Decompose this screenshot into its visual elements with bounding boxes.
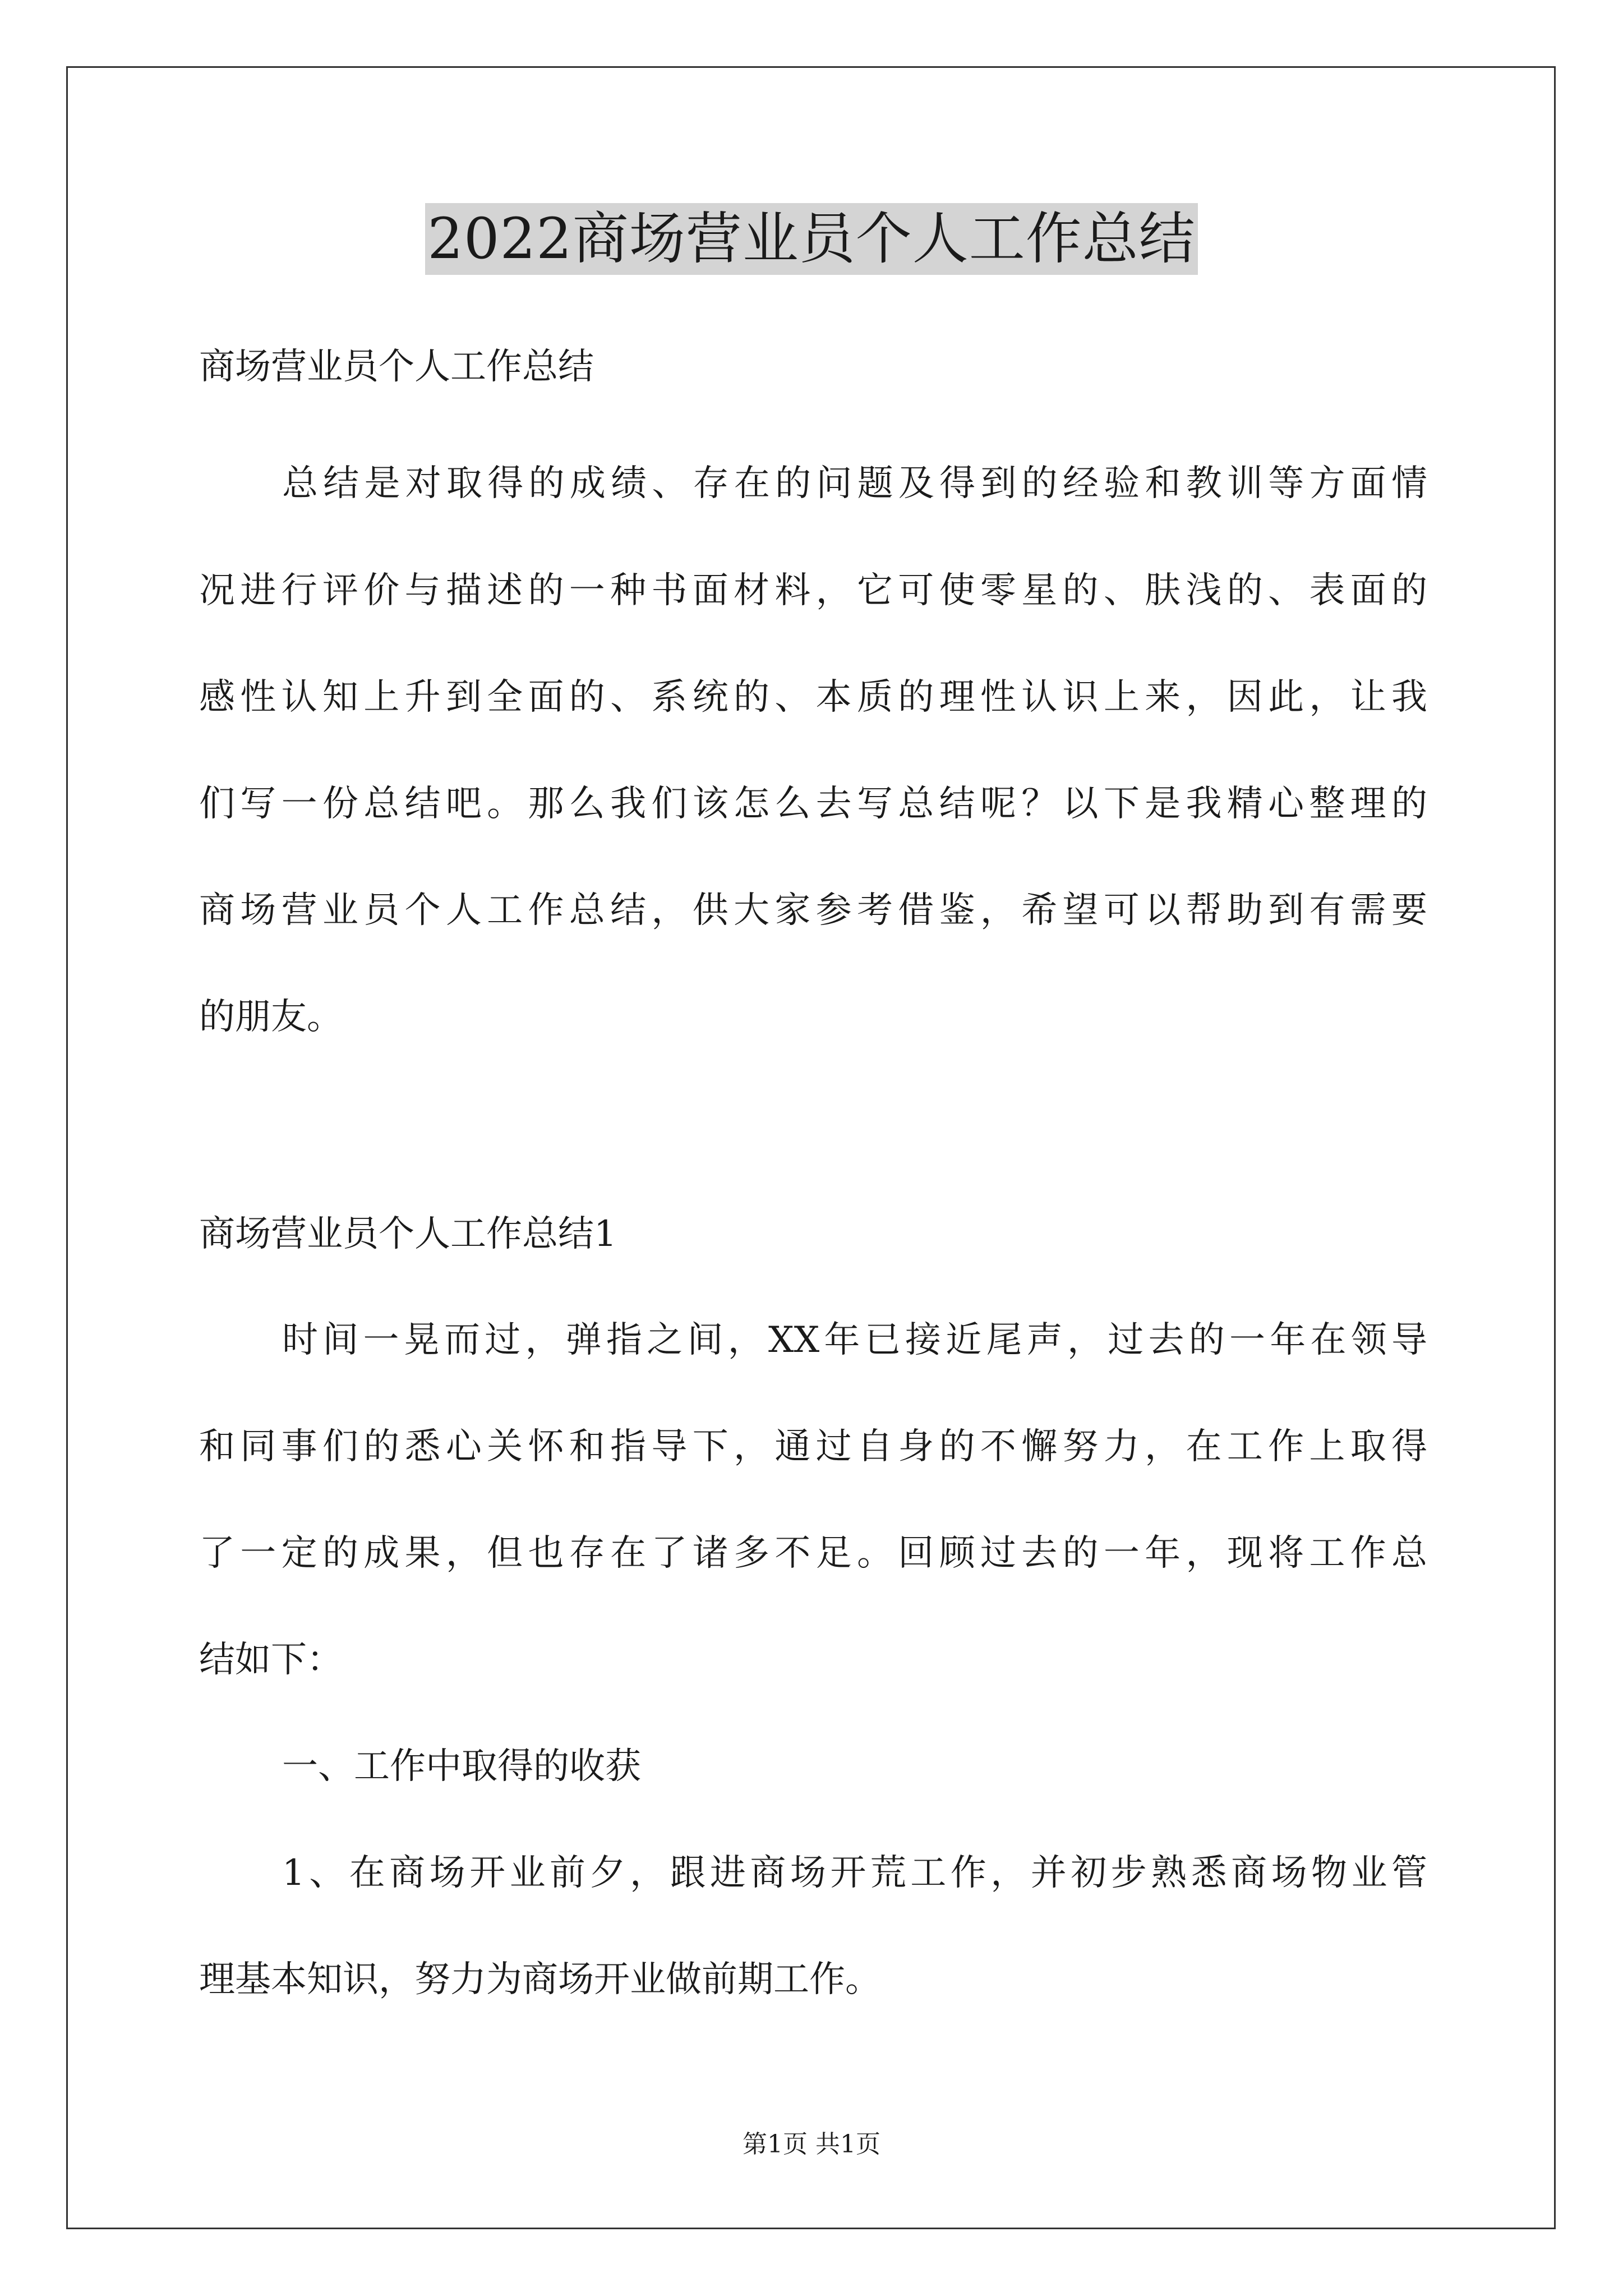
paragraph-line: 的朋友。 [199, 996, 343, 1038]
paragraph-line: 们写一份总结吧。那么我们该怎么去写总结呢？以下是我精心整理的 [199, 783, 1427, 825]
section-heading: 商场营业员个人工作总结1 [199, 1213, 617, 1255]
paragraph-line: 理基本知识，努力为商场开业做前期工作。 [199, 1959, 881, 2000]
paragraph-line: 总结是对取得的成绩、存在的问题及得到的经验和教训等方面情 [282, 463, 1427, 504]
paragraph-line: 商场营业员个人工作总结，供大家参考借鉴，希望可以帮助到有需要 [199, 890, 1427, 931]
paragraph-line: 和同事们的悉心关怀和指导下，通过自身的不懈努力，在工作上取得 [199, 1426, 1427, 1467]
document-title: 2022商场营业员个人工作总结 [425, 203, 1198, 275]
paragraph-line: 感性认知上升到全面的、系统的、本质的理性认识上来，因此，让我 [199, 677, 1427, 718]
paragraph-line: 时间一晃而过，弹指之间，XX年已接近尾声，过去的一年在领导 [282, 1319, 1427, 1361]
title-container [0, 203, 1623, 275]
subtitle-line: 商场营业员个人工作总结 [199, 346, 594, 388]
paragraph-line: 结如下： [199, 1639, 343, 1681]
page-border [66, 66, 1556, 2229]
paragraph-line: 1、在商场开业前夕，跟进商场开荒工作，并初步熟悉商场物业管 [282, 1852, 1427, 1894]
paragraph-line: 况进行评价与描述的一种书面材料，它可使零星的、肤浅的、表面的 [199, 570, 1427, 611]
paragraph-line: 了一定的成果，但也存在了诸多不足。回顾过去的一年，现将工作总 [199, 1533, 1427, 1574]
subsection-heading: 一、工作中取得的收获 [282, 1746, 641, 1787]
page-footer: 第1页 共1页 [743, 2130, 880, 2159]
